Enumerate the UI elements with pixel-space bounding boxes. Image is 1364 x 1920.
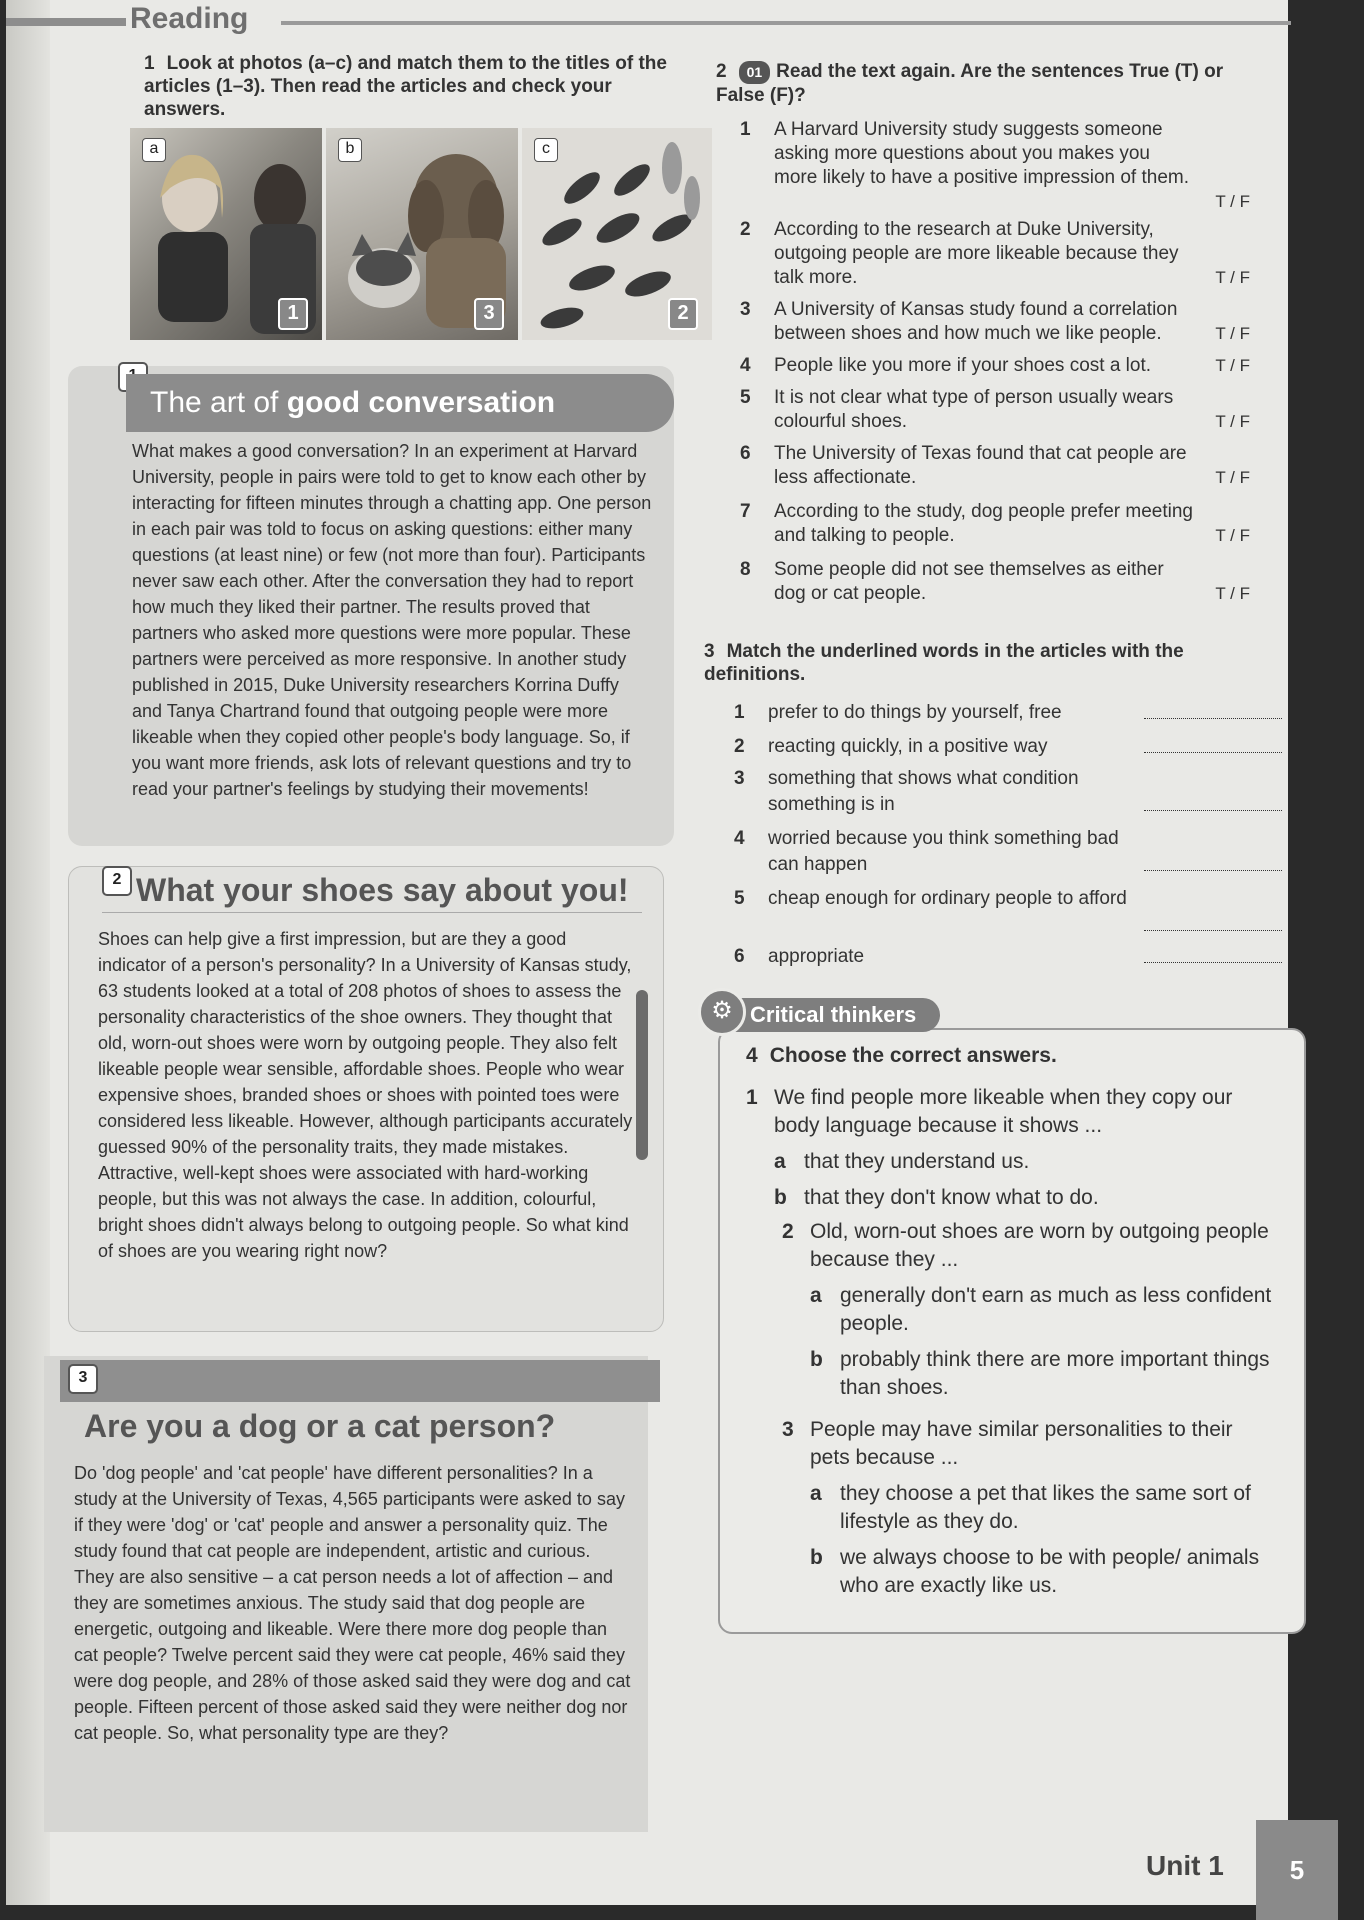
photo-b xyxy=(326,128,518,340)
definition-item xyxy=(734,734,1294,760)
definition-text: reacting quickly, in a positive way xyxy=(768,736,1048,757)
tf-item-number: 6 xyxy=(740,443,751,464)
article-2-title-rule xyxy=(102,912,642,913)
exercise-4-number: 4 xyxy=(746,1044,758,1067)
tf-item-number: 1 xyxy=(740,119,751,140)
exercise-1-instruction xyxy=(144,52,684,121)
article-2-badge: 2 xyxy=(102,866,132,896)
exercise-3-number: 3 xyxy=(704,641,715,662)
tf-item-number: 7 xyxy=(740,501,751,522)
answer-option[interactable] xyxy=(810,1544,1276,1600)
tf-item xyxy=(740,442,1280,490)
tf-item-number: 8 xyxy=(740,559,751,580)
header-rule xyxy=(281,21,1291,25)
article-3-band xyxy=(60,1360,660,1402)
unit-label: Unit 1 xyxy=(1146,1850,1224,1881)
definition-number: 4 xyxy=(734,828,745,849)
tf-item-number: 3 xyxy=(740,299,751,320)
option-letter: b xyxy=(774,1186,787,1209)
definition-item xyxy=(734,944,1294,970)
tf-choice[interactable]: T / F xyxy=(1215,324,1250,343)
question-number: 2 xyxy=(782,1220,794,1243)
tf-item xyxy=(740,500,1280,548)
header-bar xyxy=(6,18,126,26)
article-2-title: What your shoes say about you! xyxy=(136,872,629,908)
answer-option[interactable] xyxy=(774,1184,1274,1212)
photo-c xyxy=(522,128,712,340)
definition-number: 2 xyxy=(734,736,745,757)
page-number: 5 xyxy=(1256,1820,1338,1920)
question-number: 1 xyxy=(746,1086,758,1109)
article-1-title xyxy=(126,374,674,432)
exercise-2-text: Read the text again. Are the sentences True (T) or False (F)? xyxy=(716,61,1224,106)
answer-blank[interactable] xyxy=(1144,930,1282,931)
option-letter: a xyxy=(810,1284,822,1307)
option-letter: a xyxy=(810,1482,822,1505)
tf-item xyxy=(740,218,1280,290)
option-letter: a xyxy=(774,1150,786,1173)
exercise-4-text: Choose the correct answers. xyxy=(769,1044,1057,1067)
tf-choice[interactable]: T / F xyxy=(1215,356,1250,375)
tf-item-number: 5 xyxy=(740,387,751,408)
textbook-page xyxy=(6,0,1305,1905)
answer-option[interactable] xyxy=(774,1148,1274,1176)
tf-choice[interactable]: T / F xyxy=(1215,526,1250,545)
exercise-2-instruction xyxy=(716,60,1276,107)
question-text: People may have similar personalities to their pets because ... xyxy=(810,1418,1233,1469)
answer-blank[interactable] xyxy=(1144,752,1282,753)
exercise-3-text: Match the underlined words in the articles with the definitions. xyxy=(704,641,1184,685)
tf-item-text: A Harvard University study suggests someone asking more questions about you makes you more likely to have a positive impression of them. xyxy=(774,119,1190,188)
definition-item xyxy=(734,766,1294,818)
tf-item-text: According to the study, dog people prefer meeting and talking to people. xyxy=(774,501,1193,546)
photo-b-label: b xyxy=(338,138,362,162)
answer-blank[interactable] xyxy=(1144,810,1282,811)
tf-item-text: According to the research at Duke University, outgoing people are more likeable because they talk more. xyxy=(774,219,1179,288)
article-3-title: Are you a dog or a cat person? xyxy=(84,1408,556,1444)
option-text: probably think there are more important things than shoes. xyxy=(840,1348,1270,1399)
exercise-1-number: 1 xyxy=(144,53,155,74)
photo-a xyxy=(130,128,322,340)
definition-item xyxy=(734,700,1294,726)
tf-item xyxy=(740,118,1280,214)
tf-item xyxy=(740,298,1280,346)
tf-choice[interactable]: T / F xyxy=(1215,268,1250,287)
question-text: We find people more likeable when they copy our body language because it shows ... xyxy=(774,1086,1233,1137)
definition-number: 3 xyxy=(734,768,745,789)
answer-option[interactable] xyxy=(810,1480,1276,1536)
photo-a-article-number: 1 xyxy=(278,298,308,330)
article-1-title-light: The art of xyxy=(150,386,279,419)
answer-option[interactable] xyxy=(810,1282,1276,1338)
article-3-text: Do 'dog people' and 'cat people' have different personalities? In a study at the University of Texas, 4,565 participants were asked to say if they were 'dog' or 'cat' people and answer a personality quiz. The study found that cat people are independent, artistic and curious. They are also sensitive – a cat person needs a lot of affection – and they are sometimes anxious. The study said that dog people are energetic, outgoing and likeable. Were there more dog people than cat people? Twelve percent said they were cat people, 46% said they were dog people, and 28% of those asked said they were dog and cat people. Fifteen percent of those asked said they were neither dog nor cat people. So, what personality type are they? xyxy=(74,1463,631,1743)
tf-item-text: Some people did not see themselves as either dog or cat people. xyxy=(774,559,1164,604)
photo-c-article-number: 2 xyxy=(668,298,698,330)
definition-text: cheap enough for ordinary people to afford xyxy=(768,888,1127,909)
answer-blank[interactable] xyxy=(1144,870,1282,871)
tf-choice[interactable]: T / F xyxy=(1215,468,1250,487)
option-text: generally don't earn as much as less confident people. xyxy=(840,1284,1272,1335)
article-2-text: Shoes can help give a first impression, but are they a good indicator of a person's personality? In a University of Kansas study, 63 students looked at a total of 208 photos of shoes to assess the personality characteristics of the shoe owners. They thought that old, worn-out shoes were worn by outgoing people. They also felt likeable people wear sensible, affordable shoes. People who wear expensive shoes, branded shoes or shoes with pointed toes were considered less likeable. However, although participants accurately guessed 90% of the personality traits, they made mistakes. Attractive, well-kept shoes were associated with hard-working people, but this was not always the case. In addition, colourful, bright shoes didn't always belong to outgoing people. So what kind of shoes are you wearing right now? xyxy=(98,929,633,1261)
tf-choice[interactable]: T / F xyxy=(1215,412,1250,431)
option-text: that they don't know what to do. xyxy=(804,1186,1099,1209)
tf-item xyxy=(740,354,1280,378)
section-title: Reading xyxy=(130,2,249,35)
option-letter: b xyxy=(810,1348,823,1371)
question-1 xyxy=(746,1084,1274,1212)
definition-number: 1 xyxy=(734,702,745,723)
option-text: that they understand us. xyxy=(804,1150,1030,1173)
tf-item-text: It is not clear what type of person usually wears colourful shoes. xyxy=(774,387,1174,432)
exercise-3-instruction xyxy=(704,640,1264,686)
tf-item-number: 2 xyxy=(740,219,751,240)
answer-blank[interactable] xyxy=(1144,962,1282,963)
definition-text: worried because you think something bad can happen xyxy=(768,828,1119,875)
tf-item-text: The University of Texas found that cat people are less affectionate. xyxy=(774,443,1187,488)
exercise-4-instruction xyxy=(746,1044,1266,1067)
tf-item xyxy=(740,558,1280,606)
article-2-scrollbar[interactable] xyxy=(636,990,648,1160)
audio-track-badge[interactable]: 01 xyxy=(739,61,771,84)
definition-text: appropriate xyxy=(768,946,865,967)
exercise-2-number: 2 xyxy=(716,61,727,82)
tf-choice[interactable]: T / F xyxy=(1215,584,1250,603)
option-text: we always choose to be with people/ animals who are exactly like us. xyxy=(840,1546,1260,1597)
definition-number: 5 xyxy=(734,888,745,909)
answer-blank[interactable] xyxy=(1144,718,1282,719)
question-text: Old, worn-out shoes are worn by outgoing people because they ... xyxy=(810,1220,1269,1271)
answer-option[interactable] xyxy=(810,1346,1276,1402)
tf-item-number: 4 xyxy=(740,355,751,376)
question-3 xyxy=(782,1416,1276,1600)
photo-c-label: c xyxy=(534,138,558,162)
tf-item-text: People like you more if your shoes cost a lot. xyxy=(774,355,1152,376)
article-1-text: What makes a good conversation? In an experiment at Harvard University, people in pairs were told to get to know each other by interacting for fifteen minutes through a chatting app. One person in each pair was told to focus on asking questions: either many questions (at least nine) or few (not more than four). Participants never saw each other. After the conversation they had to report how much they liked their partner. The results proved that partners who asked more questions were more popular. These partners were perceived as more responsive. In another study published in 2015, Duke University researchers Korrina Duffy and Tanya Chartrand found that outgoing people were more likeable when they copied other people's body language. So, if you want more friends, ask lots of relevant questions and try to read your partner's feelings by studying their movements! xyxy=(132,441,652,799)
question-2 xyxy=(782,1218,1276,1402)
definition-item xyxy=(734,886,1294,938)
option-text: they choose a pet that likes the same sort of lifestyle as they do. xyxy=(840,1482,1251,1533)
brain-gear-icon: ⚙ xyxy=(698,988,746,1036)
definition-number: 6 xyxy=(734,946,745,967)
definition-text: something that shows what condition something is in xyxy=(768,768,1079,815)
definition-text: prefer to do things by yourself, free xyxy=(768,702,1062,723)
article-3-badge: 3 xyxy=(68,1364,98,1394)
tf-item-text: A University of Kansas study found a correlation between shoes and how much we like people. xyxy=(774,299,1178,344)
article-1-title-bold: good conversation xyxy=(286,386,556,419)
question-number: 3 xyxy=(782,1418,794,1441)
option-letter: b xyxy=(810,1546,823,1569)
tf-item xyxy=(740,386,1280,434)
exercise-1-text: Look at photos (a–c) and match them to the titles of the articles (1–3). Then read the articles and check your answers. xyxy=(144,53,667,120)
critical-thinkers-banner: Critical thinkers xyxy=(704,998,940,1032)
photo-b-article-number: 3 xyxy=(474,298,504,330)
definition-item xyxy=(734,826,1294,878)
tf-choice[interactable]: T / F xyxy=(1215,192,1250,211)
photo-a-label: a xyxy=(142,138,166,162)
